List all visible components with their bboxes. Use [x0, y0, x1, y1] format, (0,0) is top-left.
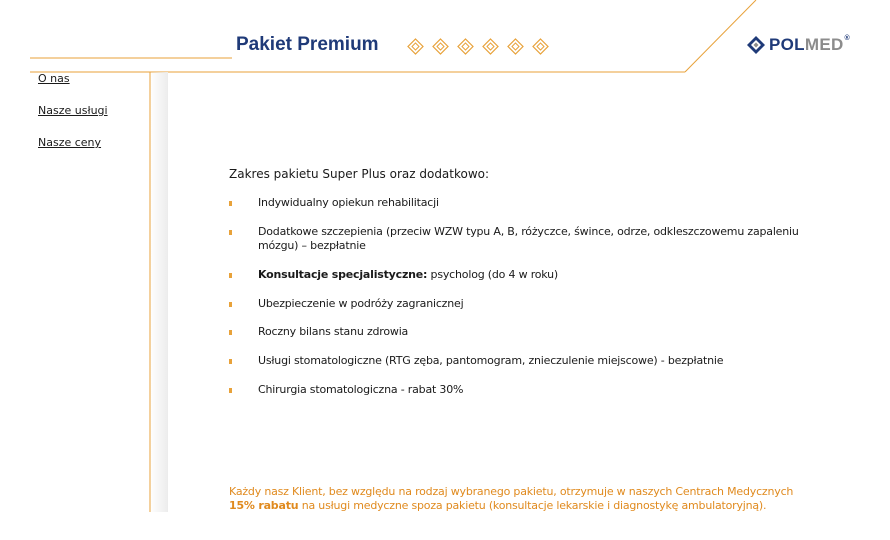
bullet-icon	[229, 388, 232, 393]
list-item	[229, 354, 809, 368]
list-item-body: Indywidualny opiekun rehabilitacji	[258, 196, 439, 209]
discount-note-line1: Każdy nasz Klient, bez względu na rodzaj wybranego pakietu, otrzymuje w naszych Centrach Medycznych	[229, 485, 794, 498]
logo-med: MED	[804, 35, 844, 54]
list-item-text	[258, 297, 463, 311]
bullet-icon	[229, 230, 232, 235]
nav-link-prices[interactable]: Nasze ceny	[38, 136, 102, 149]
bullet-icon	[229, 359, 232, 364]
list-item	[229, 196, 809, 210]
list-item-text	[258, 325, 408, 339]
list-item-body: Ubezpieczenie w podróży zagranicznej	[258, 297, 464, 310]
list-item-text	[258, 268, 558, 282]
diamond-outline-icon	[457, 38, 474, 55]
list-item-body: Dodatkowe szczepienia (przeciw WZW typu A, B, różyczce, śwince, odrze, odkleszczowemu zapaleniu mózgu) – bezpłatnie	[258, 225, 799, 252]
logo-diamond-icon	[746, 35, 766, 55]
diamond-outline-icon	[482, 38, 499, 55]
list-item	[229, 383, 809, 397]
list-item-text	[258, 383, 463, 397]
logo-text	[769, 35, 850, 55]
discount-note-bold: 15% rabatu	[229, 499, 299, 512]
diamond-outline-icon	[407, 38, 424, 55]
list-item-text	[258, 225, 809, 253]
list-item	[229, 268, 809, 282]
nav-link-about[interactable]: O nas	[38, 72, 70, 85]
list-item-text	[258, 354, 723, 368]
diamond-row	[407, 38, 549, 55]
list-item-body: Usługi stomatologiczne (RTG zęba, pantomogram, znieczulenie miejscowe) - bezpłatnie	[258, 354, 724, 367]
list-item-body: Chirurgia stomatologiczna - rabat 30%	[258, 383, 464, 396]
list-item-bold: Konsultacje specjalistyczne:	[258, 268, 428, 281]
logo-registered-mark: ®	[844, 35, 851, 42]
bullet-icon	[229, 302, 232, 307]
list-item	[229, 325, 809, 339]
diamond-outline-icon	[532, 38, 549, 55]
discount-note-line2: na usługi medyczne spoza pakietu (konsultacje lekarskie i diagnostykę ambulatoryjną).	[298, 499, 767, 512]
polmed-logo	[746, 35, 850, 55]
bullet-icon	[229, 201, 232, 206]
list-item	[229, 225, 809, 253]
discount-note	[229, 485, 829, 513]
list-item	[229, 297, 809, 311]
section-heading: Zakres pakietu Super Plus oraz dodatkowo:	[229, 167, 490, 181]
content-panel-shade	[150, 72, 168, 512]
page-title: Pakiet Premium	[236, 34, 379, 55]
list-item-body: Roczny bilans stanu zdrowia	[258, 325, 409, 338]
logo-pol: POL	[769, 35, 805, 54]
nav-link-services[interactable]: Nasze usługi	[38, 104, 108, 117]
list-item-body: psycholog (do 4 w roku)	[427, 268, 558, 281]
diamond-outline-icon	[507, 38, 524, 55]
list-item-text	[258, 196, 439, 210]
bullet-icon	[229, 273, 232, 278]
bullet-icon	[229, 330, 232, 335]
diamond-outline-icon	[432, 38, 449, 55]
